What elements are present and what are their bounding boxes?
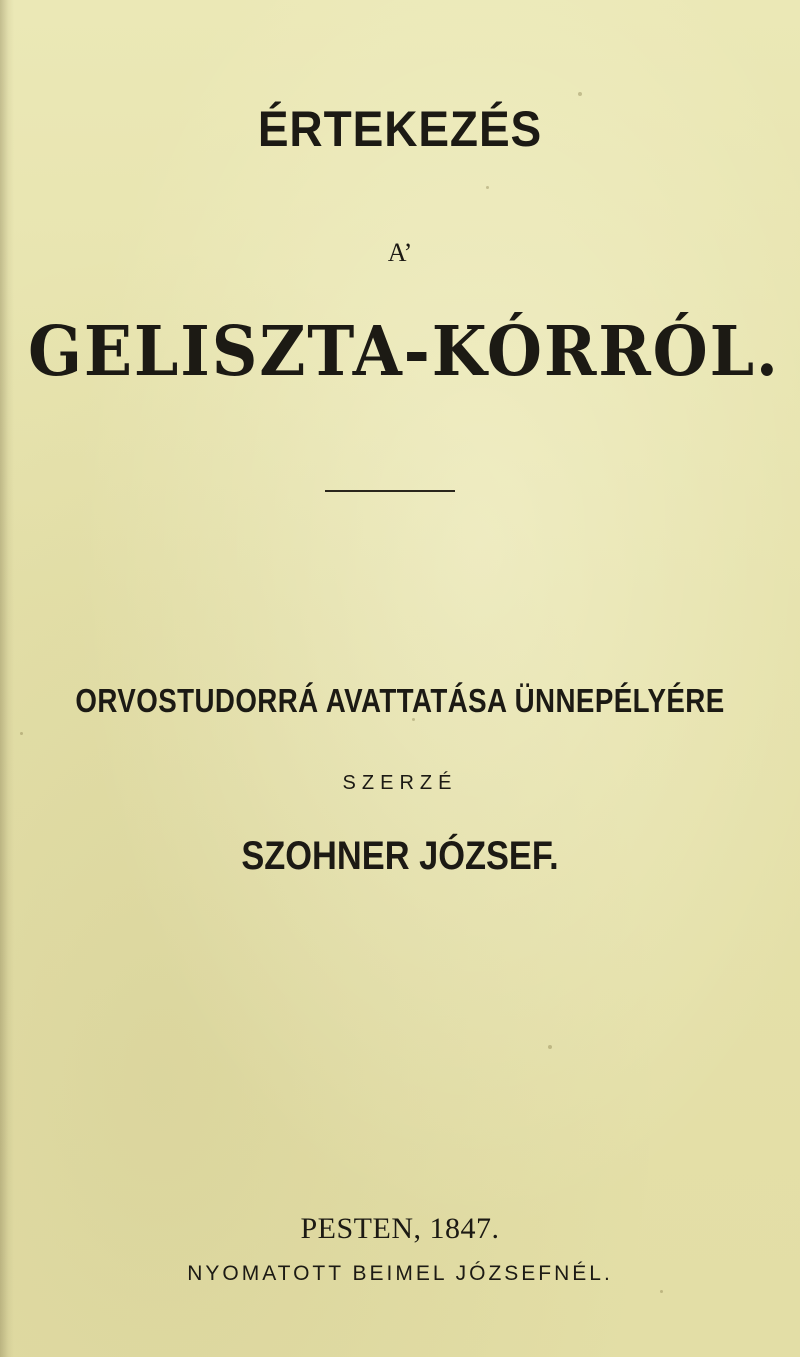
paper-speck <box>412 718 415 721</box>
title-article: A’ <box>387 238 413 267</box>
document-subject: GELISZTA-KÓRRÓL. <box>28 312 780 392</box>
paper-speck <box>660 1290 663 1293</box>
divider-rule <box>325 490 455 492</box>
paper-speck <box>486 186 489 189</box>
binding-edge <box>0 0 14 1357</box>
imprint-place-year: PESTEN, 1847. <box>300 1212 500 1245</box>
document-title: ÉRTEKEZÉS <box>257 101 543 157</box>
paper-speck <box>20 732 23 735</box>
paper-speck <box>578 92 582 96</box>
author-label: SZERZÉ <box>342 772 458 794</box>
imprint-printer: NYOMATOTT BEIMEL JÓZSEFNÉL. <box>187 1262 613 1285</box>
paper-speck <box>548 1045 552 1049</box>
author-name: SZOHNER JÓZSEF. <box>241 834 559 878</box>
occasion-line: ORVOSTUDORRÁ AVATTATÁSA ÜNNEPÉLYÉRE <box>75 682 725 719</box>
